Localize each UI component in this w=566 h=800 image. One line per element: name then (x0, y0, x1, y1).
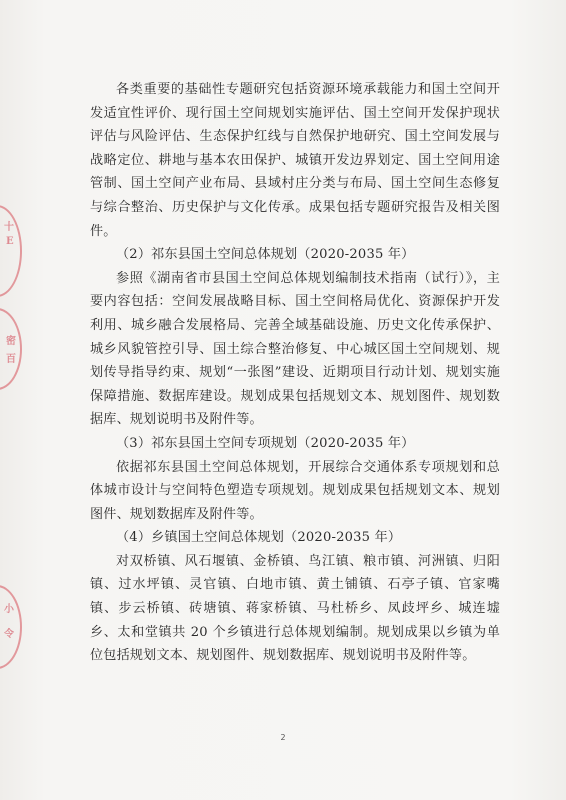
paragraph-research-topics: 各类重要的基础性专题研究包括资源环境承载能力和国土空间开发适宜性评价、现行国土空间规划实施评估、国土空间开发保护现状评估与风险评估、生态保护红线与自然保护地研究、国土空间发展与战略定位、耕地与基本农田保护、城镇开发边界划定、国土空间用途管制、国土空间产业布局、县域村庄分类与布局、国土空间生态修复与综合整治、历史保护与文化传承。成果包括专题研究报告及相关图件。 (90, 82, 500, 239)
heading-county-special-plan: （3）祁东县国土空间专项规划（2020-2035 年） (116, 435, 415, 451)
paragraph-township-plan: 对双桥镇、风石堰镇、金桥镇、鸟江镇、粮市镇、河洲镇、归阳镇、过水坪镇、灵官镇、白地市镇、黄土铺镇、石亭子镇、官家嘴镇、步云桥镇、砖塘镇、蒋家桥镇、马杜桥乡、凤歧坪乡、城连墟乡、太和堂镇共 20 个乡镇进行总体规划编制。规划成果以乡镇为单位包括规划文本、规划图件、规划数据库、规划说明书及附件等。 (90, 553, 500, 664)
seal-stamp-middle (0, 308, 22, 390)
page-number: 2 (280, 733, 286, 742)
seal-mark-top: 十 (4, 222, 14, 233)
seal-mark-bottom-2: 令 (4, 629, 14, 640)
heading-township-plan: （4）乡镇国土空间总体规划（2020-2035 年） (116, 530, 402, 546)
document-body (90, 78, 500, 668)
seal-mark-middle: 密 (6, 336, 16, 347)
heading-county-master-plan: （2）祁东县国土空间总体规划（2020-2035 年） (116, 247, 415, 263)
seal-mark-middle-2: 百 (6, 354, 16, 365)
paragraph-county-master-plan: 参照《湖南省市县国土空间总体规划编制技术指南（试行）》，主要内容包括：空间发展战略目标、国土空间格局优化、资源保护开发利用、城乡融合发展格局、完善全域基础设施、历史文化传承保护、城乡风貌管控引导、国土综合整治修复、中心城区国土空间规划、规划传导指导约束、规划“一张图”建设、近期项目行动计划、规划实施保障措施、数据库建设。规划成果包括规划文本、规划图件、规划数据库、规划说明书及附件等。 (90, 270, 500, 428)
seal-mark-bottom: 小 (4, 604, 14, 615)
seal-mark-top-2: E (6, 236, 14, 247)
paragraph-county-special-plan: 依据祁东县国土空间总体规划，开展综合交通体系专项规划和总体城市设计与空间特色塑造专项规划。规划成果包括规划文本、规划图件、规划数据库及附件等。 (90, 459, 500, 522)
